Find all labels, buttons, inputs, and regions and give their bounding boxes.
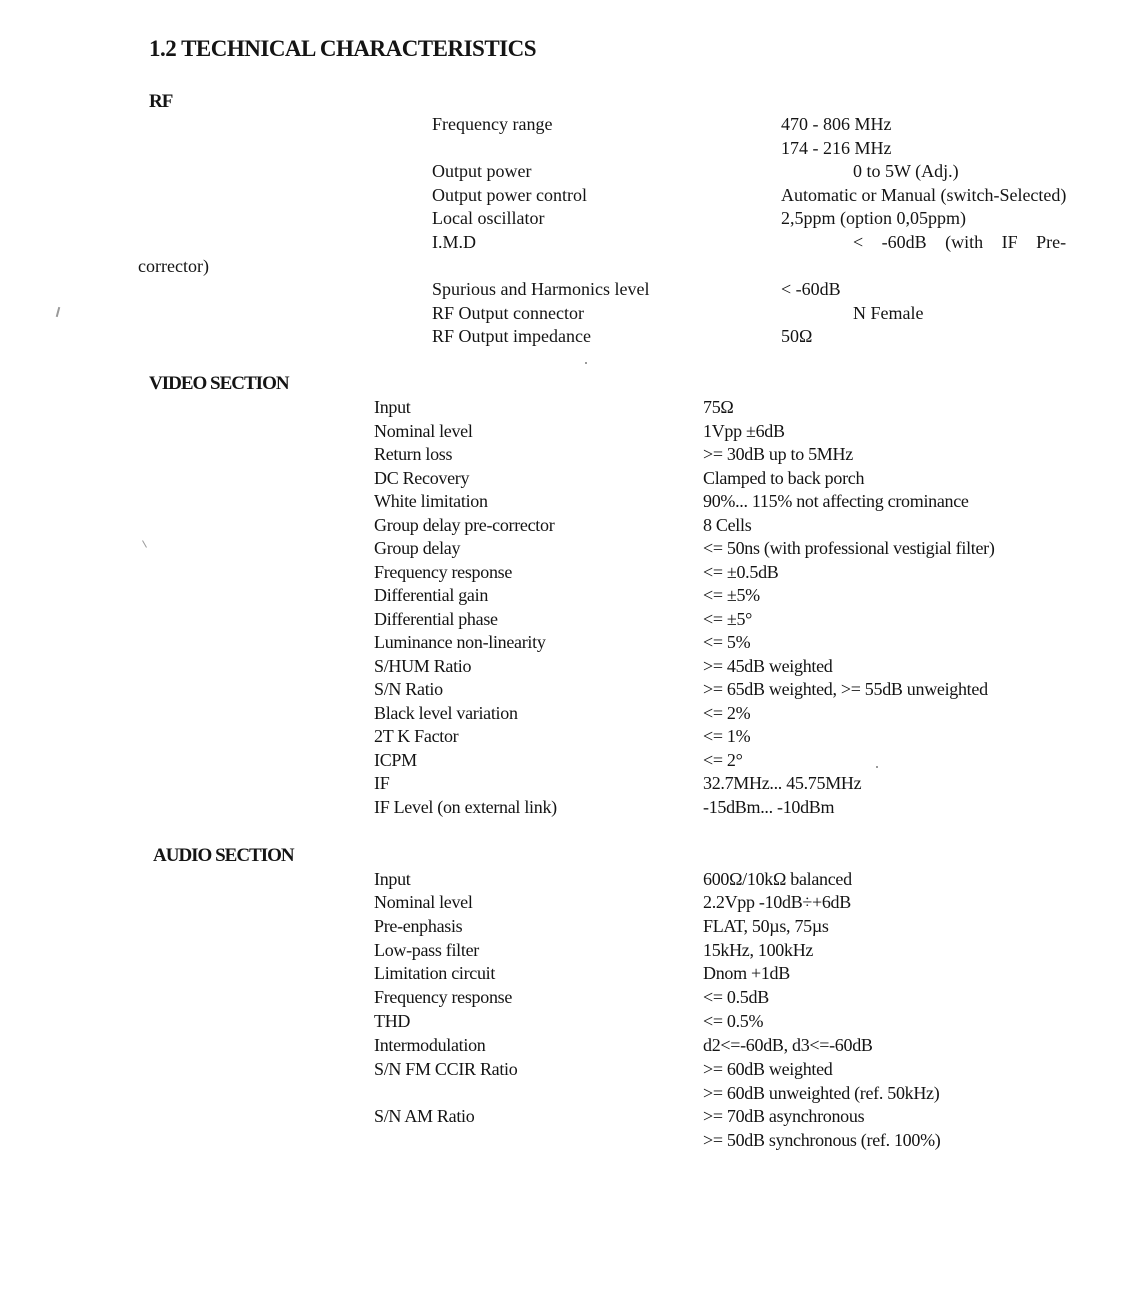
- audio-value: >= 70dB asynchronous: [703, 1106, 865, 1126]
- audio-value: >= 50dB synchronous (ref. 100%): [703, 1130, 941, 1150]
- video-param: DC Recovery: [374, 468, 470, 488]
- video-param: S/N Ratio: [374, 679, 443, 699]
- video-value: <= ±5°: [703, 609, 753, 629]
- audio-value: >= 60dB weighted: [703, 1059, 833, 1079]
- rf-heading: RF: [149, 91, 173, 112]
- video-param: IF: [374, 773, 390, 793]
- rf-value: < -60dB (with IF Pre-: [853, 232, 1067, 252]
- audio-value: >= 60dB unweighted (ref. 50kHz): [703, 1083, 940, 1103]
- page-title: 1.2 TECHNICAL CHARACTERISTICS: [149, 36, 537, 61]
- audio-value: 15kHz, 100kHz: [703, 940, 814, 960]
- video-value: <= 1%: [703, 726, 751, 746]
- video-value: 8 Cells: [703, 515, 752, 535]
- audio-value: <= 0.5dB: [703, 987, 769, 1007]
- scan-mark: [585, 362, 587, 364]
- rf-value: 50Ω: [781, 326, 813, 346]
- video-value: >= 45dB weighted: [703, 656, 833, 676]
- video-value: <= ±5%: [703, 585, 760, 605]
- video-param: White limitation: [374, 491, 488, 511]
- video-value: 32.7MHz... 45.75MHz: [703, 773, 862, 793]
- rf-param: RF Output connector: [432, 303, 584, 323]
- rf-value: Automatic or Manual (switch-Selected): [781, 185, 1067, 205]
- video-heading: VIDEO SECTION: [149, 373, 289, 394]
- video-param: Frequency response: [374, 562, 513, 582]
- audio-param: Intermodulation: [374, 1035, 486, 1055]
- video-param: Group delay: [374, 538, 461, 558]
- video-param: 2T K Factor: [374, 726, 459, 746]
- video-value: <= 50ns (with professional vestigial filter): [703, 538, 995, 558]
- rf-param: I.M.D: [432, 232, 476, 252]
- audio-value: d2<=-60dB, d3<=-60dB: [703, 1035, 873, 1055]
- rf-param: RF Output impedance: [432, 326, 591, 346]
- audio-value: FLAT, 50µs, 75µs: [703, 916, 829, 936]
- video-param: IF Level (on external link): [374, 797, 557, 817]
- rf-param: Spurious and Harmonics level: [432, 279, 650, 299]
- video-value: -15dBm... -10dBm: [703, 797, 835, 817]
- rf-param: Frequency range: [432, 114, 553, 134]
- audio-param: Low-pass filter: [374, 940, 479, 960]
- scan-mark: [142, 540, 147, 547]
- audio-param: Nominal level: [374, 892, 473, 912]
- rf-value: 2,5ppm (option 0,05ppm): [781, 208, 966, 228]
- video-value: 75Ω: [703, 397, 734, 417]
- rf-param: Output power control: [432, 185, 587, 205]
- video-value: <= 5%: [703, 632, 751, 652]
- video-param: Differential phase: [374, 609, 498, 629]
- video-value: 90%... 115% not affecting crominance: [703, 491, 969, 511]
- rf-param: Local oscillator: [432, 208, 545, 228]
- audio-heading: AUDIO SECTION: [153, 845, 294, 866]
- video-param: Input: [374, 397, 411, 417]
- scan-mark: [56, 307, 61, 317]
- scan-mark: [876, 766, 878, 768]
- audio-value: Dnom +1dB: [703, 963, 790, 983]
- video-value: <= 2°: [703, 750, 743, 770]
- video-param: Nominal level: [374, 421, 473, 441]
- video-param: Luminance non-linearity: [374, 632, 546, 652]
- video-value: <= ±0.5dB: [703, 562, 779, 582]
- audio-param: Input: [374, 869, 411, 889]
- video-value: <= 2%: [703, 703, 751, 723]
- audio-param: S/N AM Ratio: [374, 1106, 475, 1126]
- audio-value: 2.2Vpp -10dB÷+6dB: [703, 892, 851, 912]
- rf-value: 174 - 216 MHz: [781, 138, 892, 158]
- video-value: Clamped to back porch: [703, 468, 865, 488]
- rf-value: 0 to 5W (Adj.): [853, 161, 959, 181]
- audio-param: Frequency response: [374, 987, 513, 1007]
- audio-param: THD: [374, 1011, 411, 1031]
- rf-value: N Female: [853, 303, 924, 323]
- audio-value: <= 0.5%: [703, 1011, 764, 1031]
- video-value: >= 30dB up to 5MHz: [703, 444, 853, 464]
- rf-param-continuation: corrector): [138, 256, 209, 276]
- audio-param: S/N FM CCIR Ratio: [374, 1059, 518, 1079]
- rf-value: < -60dB: [781, 279, 841, 299]
- audio-param: Pre-enphasis: [374, 916, 463, 936]
- audio-param: Limitation circuit: [374, 963, 496, 983]
- video-value: >= 65dB weighted, >= 55dB unweighted: [703, 679, 988, 699]
- audio-value: 600Ω/10kΩ balanced: [703, 869, 852, 889]
- video-param: Group delay pre-corrector: [374, 515, 555, 535]
- video-param: Differential gain: [374, 585, 489, 605]
- rf-param: Output power: [432, 161, 532, 181]
- video-value: 1Vpp ±6dB: [703, 421, 785, 441]
- video-param: Black level variation: [374, 703, 518, 723]
- video-param: Return loss: [374, 444, 453, 464]
- video-param: S/HUM Ratio: [374, 656, 472, 676]
- rf-value: 470 - 806 MHz: [781, 114, 892, 134]
- video-param: ICPM: [374, 750, 417, 770]
